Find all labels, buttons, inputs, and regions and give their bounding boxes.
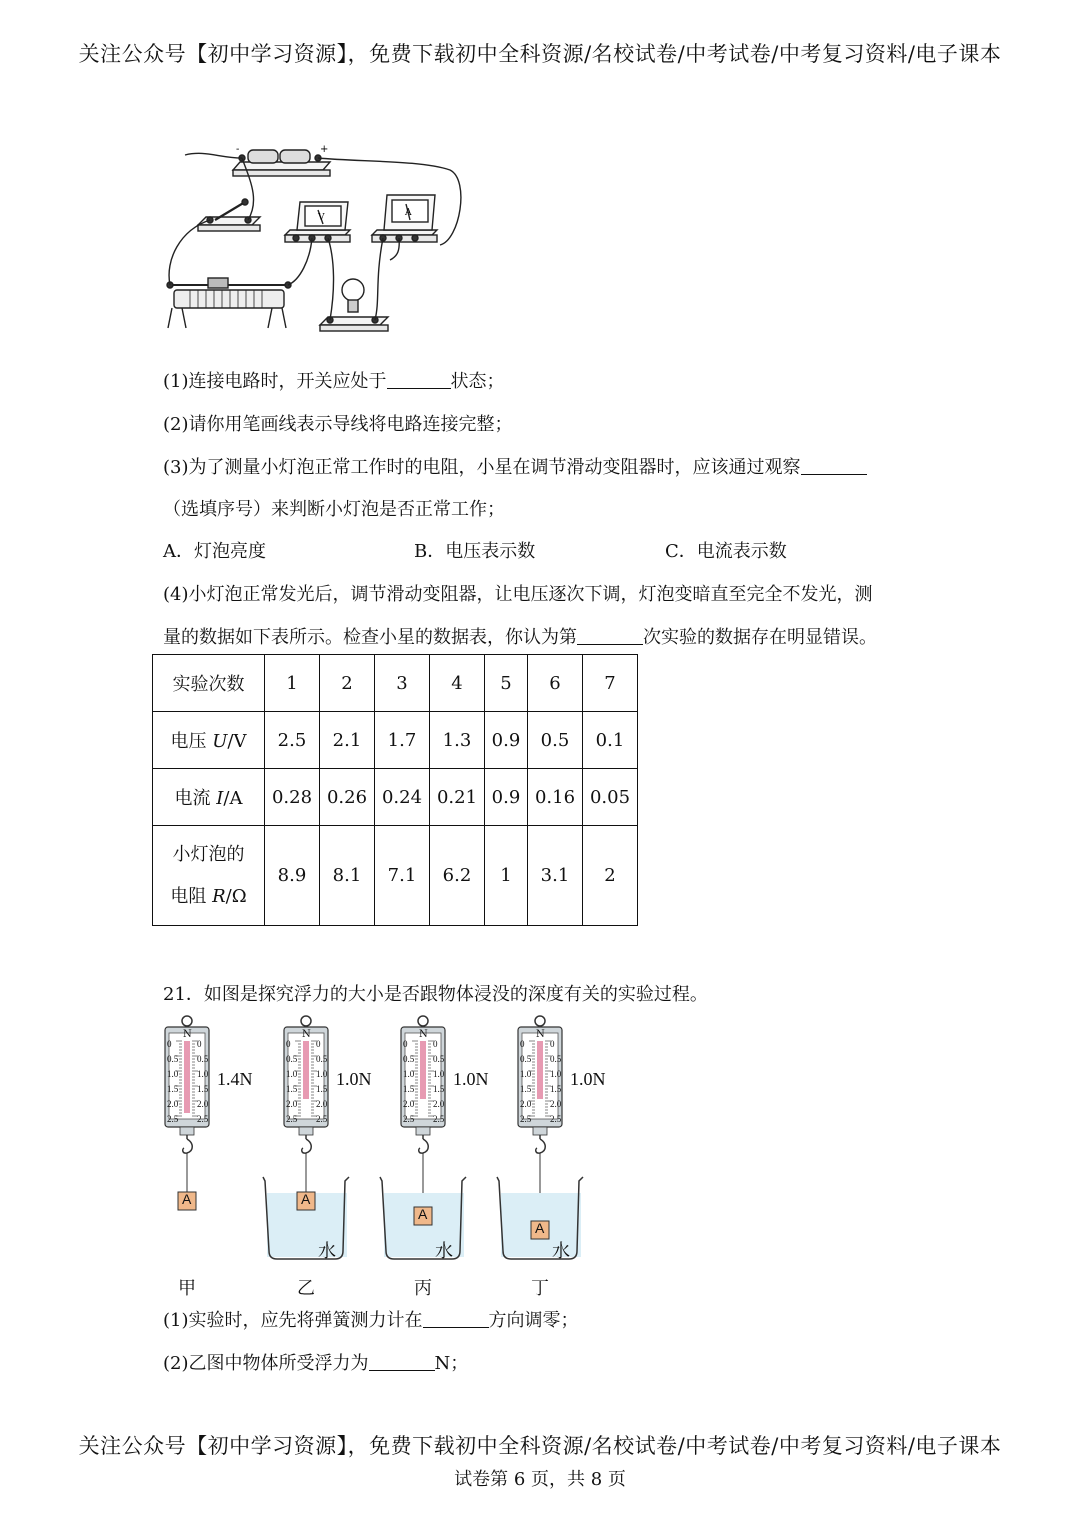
scale-tick-label: 1.0 xyxy=(316,1069,328,1079)
object-a-label: A xyxy=(301,1191,311,1207)
table-row-trial xyxy=(153,655,638,712)
object-a-label: A xyxy=(535,1220,545,1236)
option-a: A．灯泡亮度 xyxy=(163,541,266,562)
scale-tick-label: 0 xyxy=(403,1039,408,1049)
scale-tick-label: 2.5 xyxy=(167,1114,179,1124)
scale-tick-label: 1.5 xyxy=(316,1084,328,1094)
scale-tick-label: 0 xyxy=(286,1039,291,1049)
scale-unit-label: N xyxy=(183,1029,192,1040)
scale-tick-label: 2.0 xyxy=(286,1099,298,1109)
scale-tick-label: 1.0 xyxy=(403,1069,415,1079)
data-table xyxy=(152,654,638,926)
object-a-label: A xyxy=(182,1191,192,1207)
q20-part3-line2: （选填序号）来判断小灯泡是否正常工作； xyxy=(163,499,505,520)
answer-blank[interactable] xyxy=(387,370,451,389)
water-label: 水 xyxy=(552,1241,570,1262)
scale-tick-label: 1.5 xyxy=(167,1084,179,1094)
table-cell: 6.2 xyxy=(430,826,485,926)
q21-part1: (1)实验时，应先将弹簧测力计在 方向调零； xyxy=(163,1310,579,1331)
table-cell: 1 xyxy=(265,655,320,712)
q21-part2: (2)乙图中物体所受浮力为 N； xyxy=(163,1353,469,1374)
scale-tick-label: 0.5 xyxy=(520,1054,532,1064)
figure-label: 丙 xyxy=(414,1278,432,1299)
scale-tick-label: 0 xyxy=(433,1039,438,1049)
scale-tick-label: 2.0 xyxy=(316,1099,328,1109)
scale-tick-label: 0.5 xyxy=(403,1054,415,1064)
q20-part4-line2: 量的数据如下表所示。检查小星的数据表，你认为第 次实验的数据存在明显错误。 xyxy=(163,627,877,648)
scale-reading: 1.0N xyxy=(336,1069,372,1089)
table-cell: 0.05 xyxy=(583,769,638,826)
scale-tick-label: 0.5 xyxy=(167,1054,179,1064)
table-cell: 3 xyxy=(375,655,430,712)
q20-part2: (2)请你用笔画线表示导线将电路连接完整； xyxy=(163,414,513,435)
q20-part4-line1: (4)小灯泡正常发光后，调节滑动变阻器，让电压逐次下调，灯泡变暗直至完全不发光，测 xyxy=(163,584,873,605)
q20-part3-line1: (3)为了测量小灯泡正常工作时的电阻，小星在调节滑动变阻器时，应该通过观察 xyxy=(163,453,867,479)
circuit-diagram xyxy=(160,140,470,340)
scale-tick-label: 2.5 xyxy=(550,1114,562,1124)
scale-tick-label: 2.5 xyxy=(286,1114,298,1124)
scale-tick-label: 2.0 xyxy=(167,1099,179,1109)
table-cell: 6 xyxy=(528,655,583,712)
scale-tick-label: 2.0 xyxy=(433,1099,445,1109)
answer-blank[interactable] xyxy=(423,1309,489,1328)
scale-reading: 1.4N xyxy=(217,1069,253,1089)
figure-label: 乙 xyxy=(297,1278,315,1299)
scale-tick-label: 2.5 xyxy=(403,1114,415,1124)
table-cell: 1.7 xyxy=(375,712,430,769)
scale-tick-label: 1.0 xyxy=(520,1069,532,1079)
table-cell: 0.1 xyxy=(583,712,638,769)
scale-tick-label: 1.5 xyxy=(520,1084,532,1094)
table-row-current xyxy=(153,769,638,826)
scale-tick-label: 0.5 xyxy=(433,1054,445,1064)
table-cell: 1.3 xyxy=(430,712,485,769)
scale-tick-label: 2.5 xyxy=(520,1114,532,1124)
table-cell: 8.9 xyxy=(265,826,320,926)
scale-tick-label: 2.5 xyxy=(316,1114,328,1124)
table-cell: 0.9 xyxy=(485,769,528,826)
scale-tick-label: 0.5 xyxy=(197,1054,209,1064)
scale-tick-label: 1.0 xyxy=(286,1069,298,1079)
option-c: C．电流表示数 xyxy=(665,541,787,562)
scale-tick-label: 1.5 xyxy=(403,1084,415,1094)
spring-scale-figure xyxy=(513,1013,593,1263)
scale-tick-label: 0 xyxy=(197,1039,202,1049)
scale-unit-label: N xyxy=(302,1029,311,1040)
scale-unit-label: N xyxy=(419,1029,428,1040)
table-cell: 0.26 xyxy=(320,769,375,826)
figure-label: 甲 xyxy=(178,1278,196,1299)
scale-tick-label: 0.5 xyxy=(286,1054,298,1064)
table-cell: 2.1 xyxy=(320,712,375,769)
q21-stem: 21．如图是探究浮力的大小是否跟物体浸没的深度有关的实验过程。 xyxy=(163,984,708,1005)
battery-plus-label: + xyxy=(320,144,329,155)
scale-tick-label: 1.0 xyxy=(550,1069,562,1079)
header-banner: 关注公众号【初中学习资源】，免费下载初中全科资源/名校试卷/中考试卷/中考复习资料/电子课本 xyxy=(78,42,1002,66)
table-cell: 0.5 xyxy=(528,712,583,769)
voltmeter-label: V xyxy=(318,213,325,223)
option-b: B．电压表示数 xyxy=(414,541,536,562)
table-cell: 0.28 xyxy=(265,769,320,826)
answer-blank[interactable] xyxy=(577,626,643,645)
scale-tick-label: 2.5 xyxy=(197,1114,209,1124)
scale-tick-label: 1.5 xyxy=(197,1084,209,1094)
spring-scale-figure xyxy=(160,1013,240,1263)
table-cell: 0.9 xyxy=(485,712,528,769)
scale-tick-label: 1.5 xyxy=(286,1084,298,1094)
object-a-label: A xyxy=(418,1206,428,1222)
water-label: 水 xyxy=(435,1241,453,1262)
table-cell: 0.16 xyxy=(528,769,583,826)
scale-unit-label: N xyxy=(536,1029,545,1040)
scale-reading: 1.0N xyxy=(453,1069,489,1089)
table-cell: 3.1 xyxy=(528,826,583,926)
scale-tick-label: 0 xyxy=(316,1039,321,1049)
scale-tick-label: 1.0 xyxy=(197,1069,209,1079)
table-cell: 0.24 xyxy=(375,769,430,826)
scale-tick-label: 1.5 xyxy=(433,1084,445,1094)
scale-tick-label: 0 xyxy=(520,1039,525,1049)
scale-reading: 1.0N xyxy=(570,1069,606,1089)
table-cell: 5 xyxy=(485,655,528,712)
ammeter-label: A xyxy=(405,208,412,218)
scale-tick-label: 2.5 xyxy=(433,1114,445,1124)
table-cell: 2.5 xyxy=(265,712,320,769)
table-cell: 2 xyxy=(320,655,375,712)
row-header: 实验次数 xyxy=(153,655,265,712)
answer-blank[interactable] xyxy=(801,456,867,475)
answer-blank[interactable] xyxy=(369,1352,435,1371)
scale-tick-label: 2.0 xyxy=(197,1099,209,1109)
scale-tick-label: 2.0 xyxy=(403,1099,415,1109)
scale-tick-label: 2.0 xyxy=(550,1099,562,1109)
row-header: 电流 I/A xyxy=(153,769,265,826)
scale-tick-label: 0.5 xyxy=(316,1054,328,1064)
table-row-resistance xyxy=(153,826,638,926)
battery-minus-label: - xyxy=(236,144,240,155)
table-cell: 7.1 xyxy=(375,826,430,926)
footer-banner: 关注公众号【初中学习资源】，免费下载初中全科资源/名校试卷/中考试卷/中考复习资料/电子课本 xyxy=(78,1434,1002,1458)
scale-tick-label: 0 xyxy=(167,1039,172,1049)
water-label: 水 xyxy=(318,1241,336,1262)
table-cell: 7 xyxy=(583,655,638,712)
q20-part1: (1)连接电路时，开关应处于 状态； xyxy=(163,371,505,392)
row-header: 电压 U/V xyxy=(153,712,265,769)
row-header: 小灯泡的 电阻 R/Ω xyxy=(153,826,265,926)
scale-tick-label: 0.5 xyxy=(550,1054,562,1064)
table-cell: 0.21 xyxy=(430,769,485,826)
scale-tick-label: 1.0 xyxy=(433,1069,445,1079)
scale-tick-label: 2.0 xyxy=(520,1099,532,1109)
spring-scale-figure xyxy=(279,1013,359,1263)
table-row-voltage xyxy=(153,712,638,769)
page-number: 试卷第 6 页，共 8 页 xyxy=(454,1469,626,1490)
table-cell: 8.1 xyxy=(320,826,375,926)
table-cell: 2 xyxy=(583,826,638,926)
scale-tick-label: 1.5 xyxy=(550,1084,562,1094)
spring-scale-figure xyxy=(396,1013,476,1263)
table-cell: 4 xyxy=(430,655,485,712)
figure-label: 丁 xyxy=(531,1278,549,1299)
table-cell: 1 xyxy=(485,826,528,926)
scale-tick-label: 0 xyxy=(550,1039,555,1049)
scale-tick-label: 1.0 xyxy=(167,1069,179,1079)
